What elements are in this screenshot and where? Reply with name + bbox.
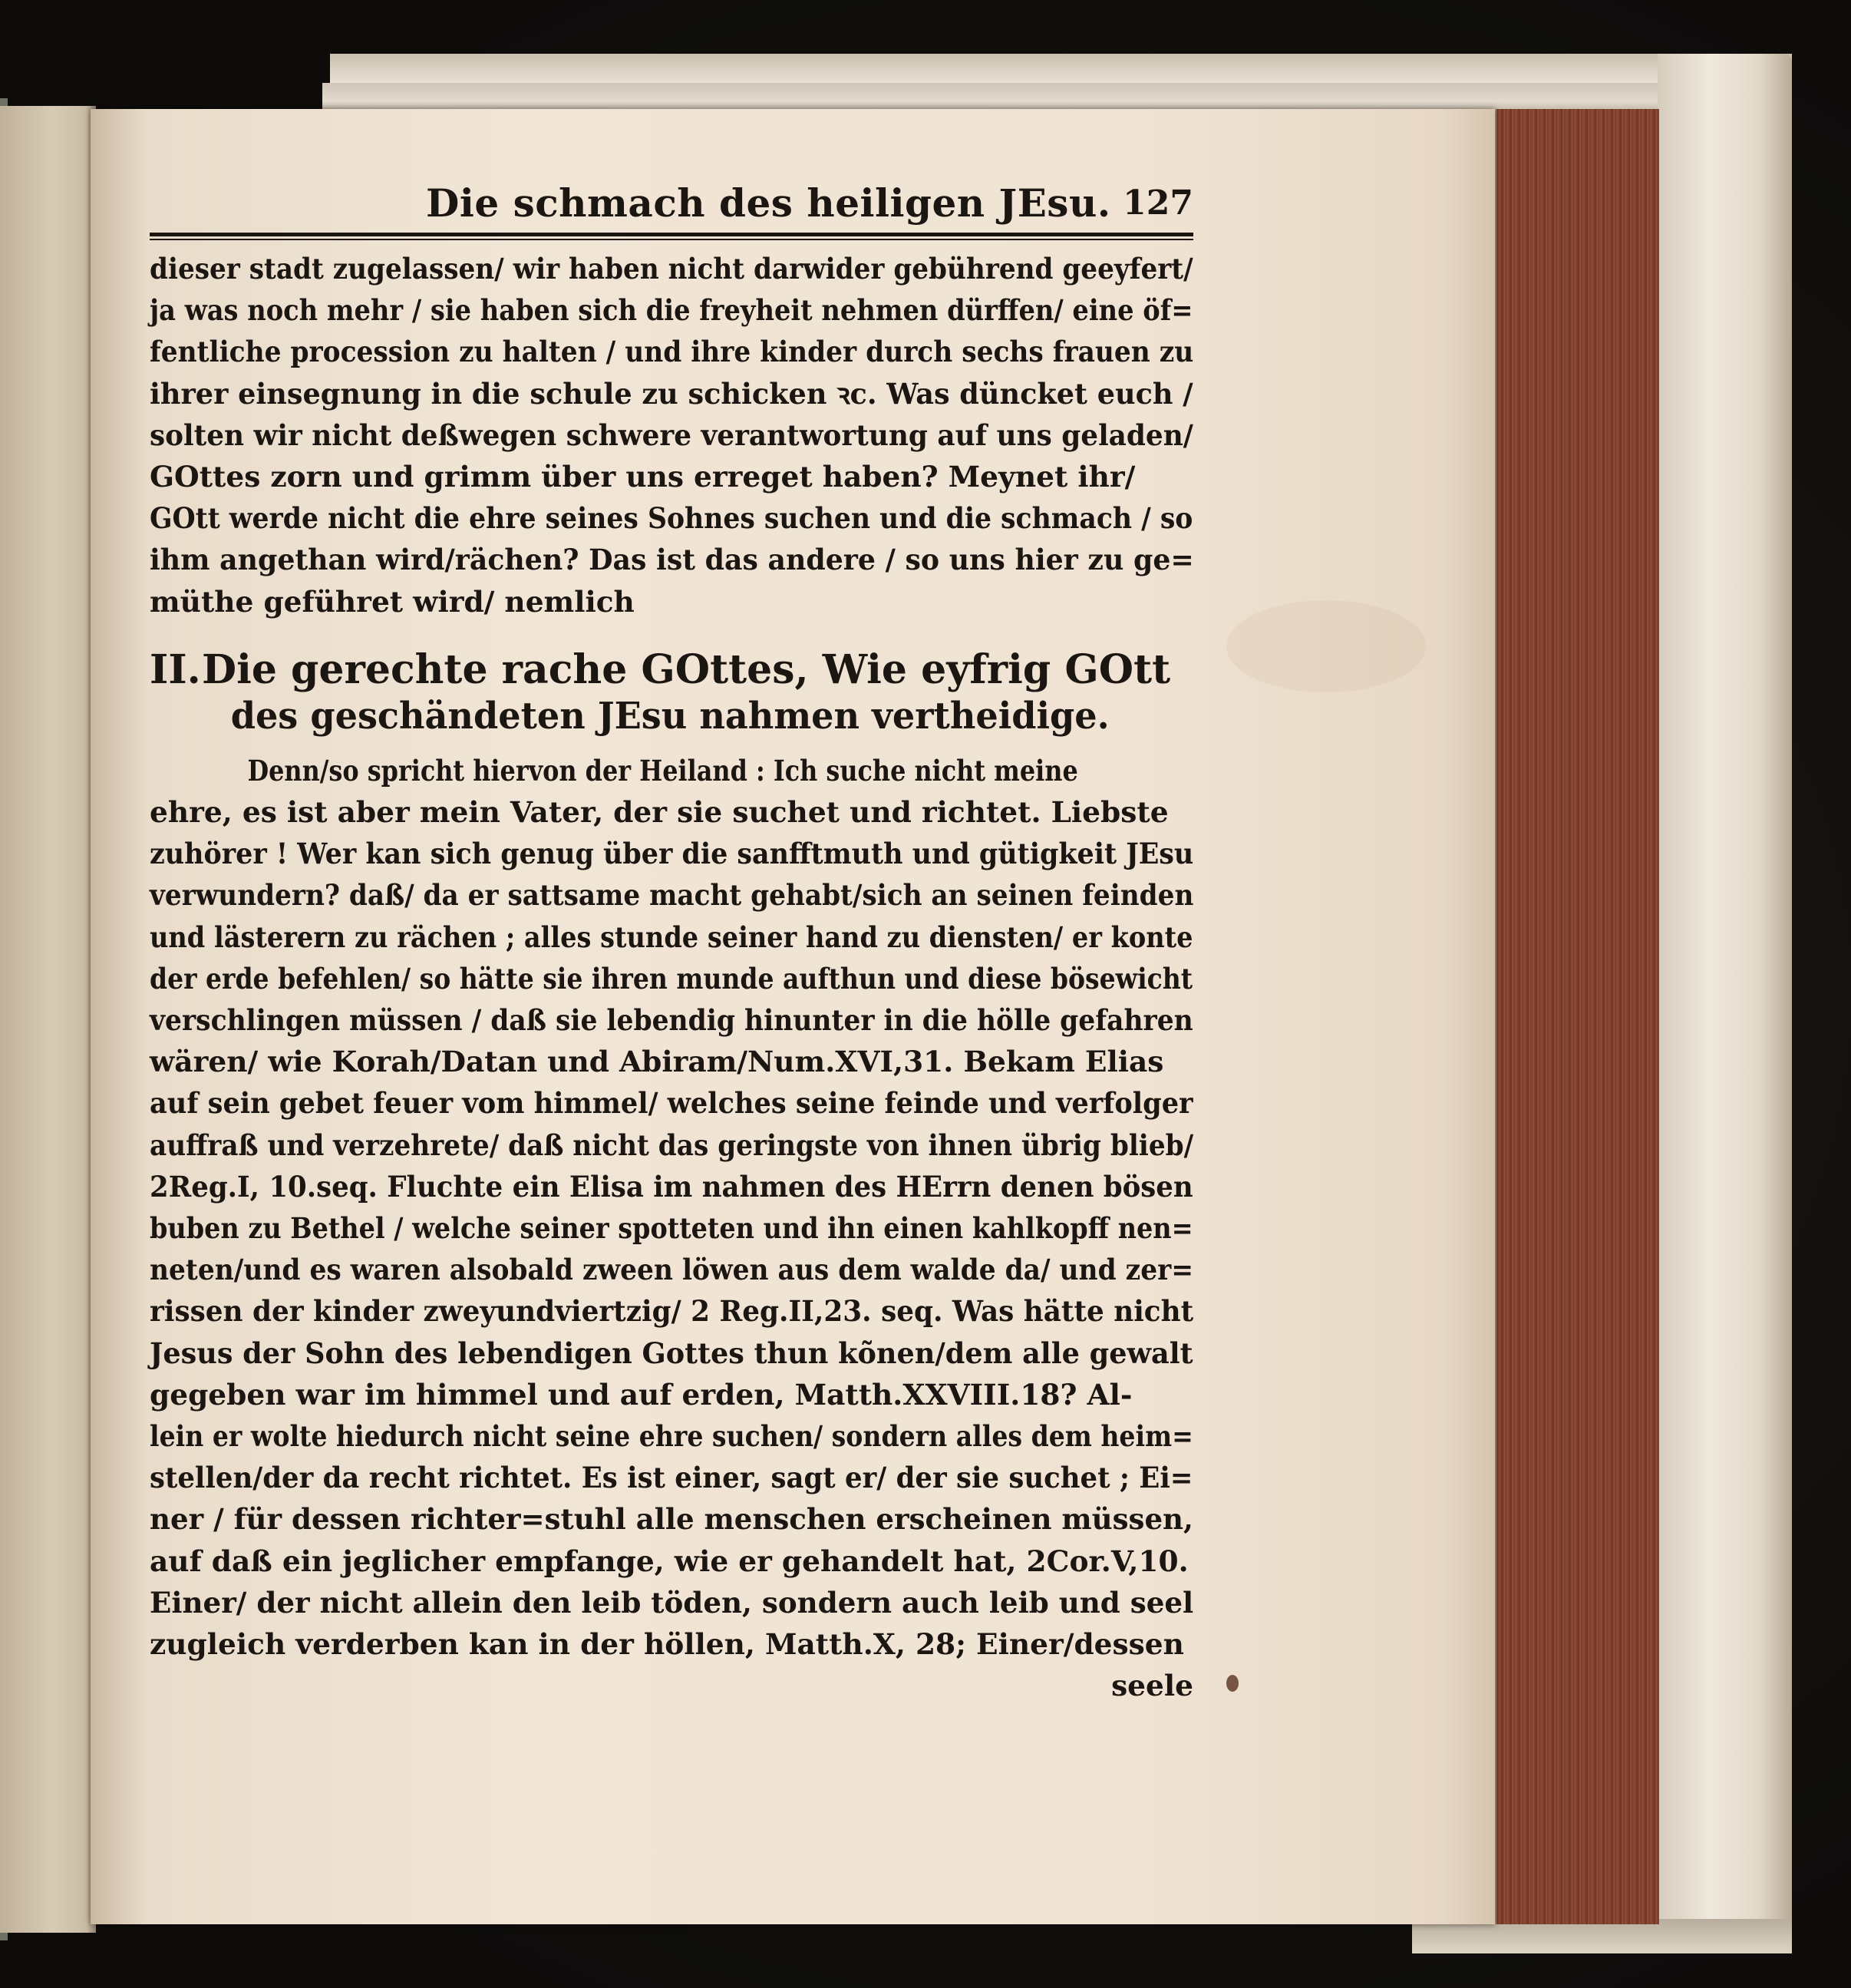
text-line: ihm angethan wird/rächen? Das ist das andere / so uns hier zu ge=	[150, 543, 1194, 577]
text-line: ihrer einsegnung in die schule zu schicken ꝛc. Was düncket euch /	[150, 376, 1193, 411]
text-line: Denn/so spricht hiervon der Heiland : Ich suche nicht meine	[247, 753, 1078, 788]
page-stack-red-edges	[1495, 109, 1659, 1924]
ink-spot	[1226, 1675, 1239, 1692]
section-heading-line-1: Die gerechte rache GOttes, Wie eyfrig GOtt	[202, 646, 1171, 693]
header-rule	[150, 233, 1193, 240]
verso-page-edge	[0, 106, 96, 1933]
text-line: neten/und es waren alsobald zween löwen aus dem walde da/ und zer=	[150, 1253, 1194, 1287]
text-line: fentliche procession zu halten / und ihre kinder durch sechs frauen zu	[150, 335, 1194, 369]
text-line: Einer/ der nicht allein den leib töden, sondern auch leib und seel	[150, 1585, 1194, 1620]
page-header	[150, 173, 1193, 228]
book-cover-fore-edge	[1658, 54, 1792, 1950]
book-cover-top-edge	[330, 54, 1792, 86]
section-heading	[150, 647, 1193, 739]
text-line: gegeben war im himmel und auf erden, Matth.XXVIII.18? Al-	[150, 1377, 1133, 1412]
text-line: auf daß ein jeglicher empfange, wie er gehandelt hat, 2Cor.V,10.	[150, 1544, 1189, 1578]
text-line: der erde befehlen/ so hätte sie ihren munde aufthun und diese bösewicht	[150, 961, 1193, 996]
text-line: ja was noch mehr / sie haben sich die freyheit nehmen dürffen/ eine öf=	[150, 293, 1193, 328]
text-line: zugleich verderben kan in der höllen, Matth.X, 28; Einer/dessen	[150, 1627, 1184, 1662]
text-line: ehre, es ist aber mein Vater, der sie suchet und richtet. Liebste	[150, 795, 1169, 830]
running-head: Die schmach des heiligen JEsu.	[426, 180, 1111, 226]
paper-stain	[1226, 600, 1426, 692]
text-line: wären/ wie Korah/Datan und Abiram/Num.XVI,31. Bekam Elias	[150, 1045, 1164, 1079]
text-line: 2Reg.I, 10.seq. Fluchte ein Elisa im nahmen des HErrn denen bösen	[150, 1169, 1193, 1204]
text-line: stellen/der da recht richtet. Es ist einer, sagt er/ der sie suchet ; Ei=	[150, 1461, 1193, 1495]
paragraph-2	[150, 750, 1193, 1707]
section-numeral: II.	[150, 646, 201, 693]
text-line: auf sein gebet feuer vom himmel/ welches seine feinde und verfolger	[150, 1086, 1193, 1121]
text-line: rissen der kinder zweyundviertzig/ 2 Reg.II,23. seq. Was hätte nicht	[150, 1294, 1194, 1329]
text-line: Jesus der Sohn des lebendigen Gottes thun kõnen/dem alle gewalt	[150, 1336, 1193, 1370]
section-heading-line-2: des geschändeten JEsu nahmen vertheidige.	[230, 694, 1110, 738]
page-number: 127	[1123, 183, 1193, 223]
text-line: auffraß und verzehrete/ daß nicht das geringste von ihnen übrig blieb/	[150, 1128, 1194, 1162]
text-line: verschlingen müssen / daß sie lebendig hinunter in die hölle gefahren	[150, 1003, 1193, 1038]
text-line: dieser stadt zugelassen/ wir haben nicht darwider gebührend geeyfert/	[150, 252, 1193, 286]
text-line: zuhörer ! Wer kan sich genug über die sanfftmuth und gütigkeit JEsu	[150, 837, 1194, 871]
text-line: ner / für dessen richter=stuhl alle menschen erscheinen müssen,	[150, 1502, 1193, 1537]
catchword: seele	[1111, 1669, 1193, 1703]
text-line: GOttes zorn und grimm über uns erreget haben? Meynet ihr/	[150, 460, 1136, 494]
text-line: müthe geführet wird/ nemlich	[150, 584, 635, 619]
text-line: verwundern? daß/ da er sattsame macht gehabt/sich an seinen feinden	[150, 878, 1194, 913]
text-line: lein er wolte hiedurch nicht seine ehre suchen/ sondern alles dem heim=	[150, 1419, 1193, 1454]
text-line: und lästerern zu rächen ; alles stunde seiner hand zu diensten/ er konte	[150, 920, 1193, 954]
paragraph-1	[150, 248, 1193, 622]
text-line: solten wir nicht deßwegen schwere verantwortung auf uns geladen/	[150, 418, 1193, 452]
text-column	[150, 173, 1193, 1707]
text-line: buben zu Bethel / welche seiner spotteten und ihn einen kahlkopff nen=	[150, 1211, 1193, 1246]
text-line: GOtt werde nicht die ehre seines Sohnes suchen und die schmach / so	[150, 501, 1193, 536]
